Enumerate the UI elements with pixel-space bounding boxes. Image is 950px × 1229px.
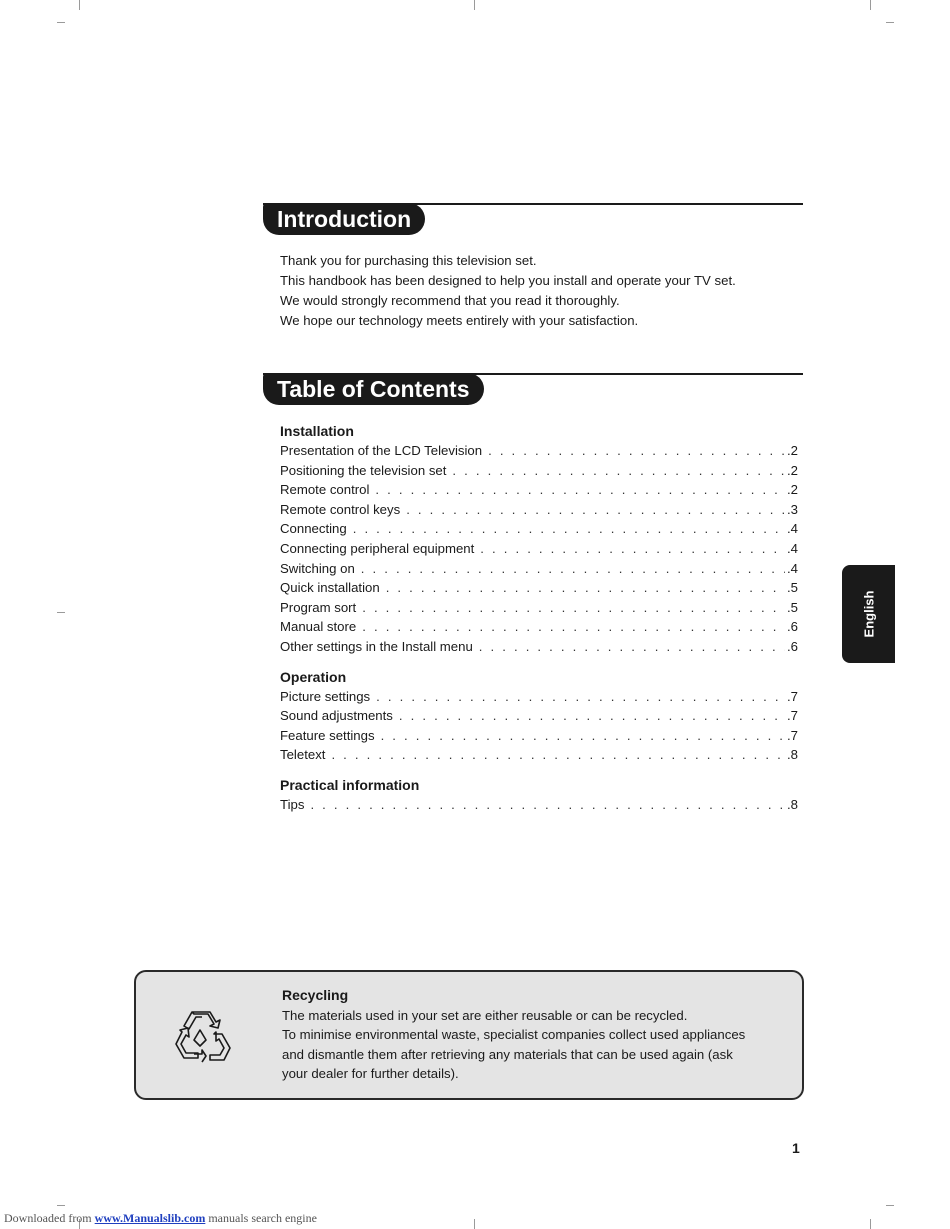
toc-entry-label: Positioning the television set	[280, 462, 447, 478]
toc-dot-leader	[375, 480, 785, 500]
recycling-line: and dismantle them after retrieving any materials that can be used again (ask	[282, 1046, 733, 1062]
toc-dot-leader	[399, 706, 785, 726]
toc-heading: Table of Contents	[263, 373, 484, 405]
intro-paragraph: Thank you for purchasing this television set.	[280, 253, 537, 268]
toc-entry-page: .7	[787, 708, 798, 724]
toc-entry-page: .4	[787, 521, 798, 537]
introduction-heading-bar	[263, 203, 803, 237]
toc-dot-leader	[480, 539, 785, 559]
toc-entry-label: Connecting peripheral equipment	[280, 540, 475, 556]
toc-entry	[280, 461, 798, 481]
toc-dot-leader	[406, 500, 785, 520]
intro-paragraph: We hope our technology meets entirely with your satisfaction.	[280, 313, 639, 328]
intro-paragraph: This handbook has been designed to help you install and operate your TV set.	[280, 273, 736, 288]
toc-group	[280, 776, 798, 815]
toc-entry-page: .2	[787, 482, 798, 498]
toc-entry-page: .7	[787, 688, 798, 704]
page-number: 1	[792, 1140, 800, 1156]
recycling-text	[282, 986, 792, 1084]
crop-mark	[870, 0, 871, 10]
toc-entry-label: Teletext	[280, 747, 326, 763]
toc-entry	[280, 480, 798, 500]
crop-mark	[57, 1205, 65, 1206]
recycling-line: To minimise environmental waste, specialist companies collect used appliances	[282, 1027, 746, 1043]
toc-dot-leader	[488, 441, 785, 461]
recycle-icon	[172, 1006, 234, 1068]
crop-mark	[886, 1205, 894, 1206]
crop-mark	[474, 1219, 475, 1229]
download-footer	[4, 1211, 317, 1226]
toc-entry	[280, 795, 798, 815]
toc-dot-leader	[362, 617, 785, 637]
toc-entry-page: .5	[787, 580, 798, 596]
toc-entry-page: .4	[787, 560, 798, 576]
toc-entry	[280, 726, 798, 746]
toc-group	[280, 422, 798, 657]
toc-dot-leader	[353, 519, 785, 539]
toc-dot-leader	[381, 726, 785, 746]
toc-entry	[280, 637, 798, 657]
toc-entry-label: Switching on	[280, 560, 355, 576]
footer-suffix: manuals search engine	[208, 1211, 317, 1225]
language-tab	[842, 565, 895, 663]
toc-heading-bar	[263, 373, 803, 407]
toc-entry-label: Connecting	[280, 521, 347, 537]
toc-entry-page: .6	[787, 638, 798, 654]
toc-entry	[280, 500, 798, 520]
toc-entry-page: .5	[787, 599, 798, 615]
toc-dot-leader	[452, 461, 785, 481]
crop-mark	[57, 22, 65, 23]
toc-entry	[280, 617, 798, 637]
introduction-text	[280, 251, 820, 331]
crop-mark	[57, 612, 65, 613]
crop-mark	[870, 1219, 871, 1229]
toc-entry-label: Feature settings	[280, 727, 375, 743]
toc-dot-leader	[362, 598, 785, 618]
toc-dot-leader	[386, 578, 785, 598]
toc-dot-leader	[376, 687, 785, 707]
toc-entry	[280, 687, 798, 707]
table-of-contents	[280, 422, 798, 826]
toc-entry	[280, 441, 798, 461]
toc-entry	[280, 745, 798, 765]
recycling-line: The materials used in your set are either reusable or can be recycled.	[282, 1007, 688, 1023]
toc-entry-label: Presentation of the LCD Television	[280, 443, 483, 458]
toc-entry-label: Other settings in the Install menu	[280, 638, 473, 654]
toc-entry	[280, 598, 798, 618]
toc-group-title: Operation	[280, 668, 347, 685]
toc-group-title: Installation	[280, 423, 354, 439]
toc-entry-page: .6	[787, 619, 798, 635]
recycling-line: your dealer for further details).	[282, 1066, 459, 1082]
footer-prefix: Downloaded from	[4, 1211, 92, 1225]
crop-mark	[79, 0, 80, 10]
toc-entry-page: .3	[787, 501, 798, 517]
recycling-title: Recycling	[282, 987, 349, 1003]
crop-mark	[474, 0, 475, 10]
toc-dot-leader	[361, 559, 785, 579]
toc-entry-page: .4	[787, 540, 798, 556]
toc-entry-label: Manual store	[280, 619, 357, 635]
toc-entry-page: .8	[787, 747, 798, 763]
toc-entry	[280, 706, 798, 726]
toc-group	[280, 668, 798, 765]
toc-dot-leader	[331, 745, 785, 765]
toc-entry	[280, 519, 798, 539]
toc-dot-leader	[479, 637, 785, 657]
crop-mark	[886, 22, 894, 23]
toc-entry-page: .2	[787, 462, 798, 478]
manualslib-link[interactable]: www.Manualslib.com	[94, 1211, 206, 1225]
intro-paragraph: We would strongly recommend that you read it thoroughly.	[280, 293, 620, 308]
language-tab-label: English	[861, 590, 876, 638]
toc-entry-page: .2	[787, 443, 798, 458]
toc-entry	[280, 578, 798, 598]
toc-entry-label: Quick installation	[280, 580, 380, 596]
toc-entry-page: .8	[787, 796, 798, 812]
toc-entry-label: Program sort	[280, 599, 357, 615]
introduction-heading: Introduction	[263, 203, 425, 235]
toc-entry	[280, 539, 798, 559]
recycling-box	[134, 970, 804, 1100]
toc-entry-label: Sound adjustments	[280, 708, 393, 724]
toc-group-title: Practical information	[280, 776, 420, 793]
toc-entry-label: Remote control	[280, 482, 370, 498]
toc-entry	[280, 559, 798, 579]
toc-entry-page: .7	[787, 727, 798, 743]
toc-entry-label: Tips	[280, 796, 305, 812]
toc-dot-leader	[310, 795, 785, 815]
toc-entry-label: Picture settings	[280, 688, 371, 704]
toc-entry-label: Remote control keys	[280, 501, 401, 517]
